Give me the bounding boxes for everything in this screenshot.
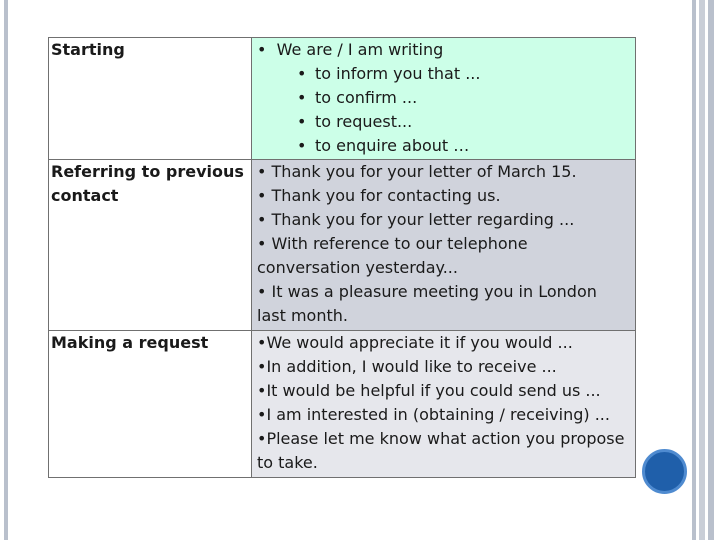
phrase: • It was a pleasure meeting you in London last month.: [257, 282, 597, 325]
sub-phrase: to request...: [315, 112, 413, 131]
table-row-referring: [49, 160, 636, 331]
row-label-request: Making a request: [49, 331, 252, 478]
row-content-referring: [252, 160, 636, 331]
list-item: [297, 86, 629, 110]
phrase: •Please let me know what action you propose to take.: [257, 429, 625, 472]
phrase: • With reference to our telephone conversation yesterday...: [257, 234, 528, 277]
sub-phrase: to inform you that ...: [315, 64, 481, 83]
row-content-request: [252, 331, 636, 478]
sub-phrase: to enquire about …: [315, 136, 470, 155]
phrase: •In addition, I would like to receive ...: [257, 357, 557, 376]
phrases-table: [48, 37, 636, 478]
row-content-starting: [252, 38, 636, 160]
phrase: •We would appreciate it if you would ...: [257, 333, 573, 352]
table-row-request: [49, 331, 636, 478]
phrase: • Thank you for your letter of March 15.: [257, 162, 577, 181]
list-item: [297, 110, 629, 134]
list-item: [297, 134, 629, 158]
list-item: [297, 62, 629, 86]
phrase: •It would be helpful if you could send us ...: [257, 381, 601, 400]
sub-phrase: to confirm ...: [315, 88, 418, 107]
row-label-starting: Starting: [49, 38, 252, 160]
sub-phrase-list: [257, 62, 629, 158]
slide-frame-left: [4, 0, 8, 540]
slide-frame-right: [692, 0, 714, 540]
row-label-referring: Referring to previous contact: [49, 160, 252, 331]
phrase: • Thank you for your letter regarding ...: [257, 210, 575, 229]
lead-phrase: • We are / I am writing: [257, 38, 629, 62]
slide-nav-circle[interactable]: [642, 449, 687, 494]
phrase: • Thank you for contacting us.: [257, 186, 501, 205]
table-row-starting: [49, 38, 636, 160]
phrase: •I am interested in (obtaining / receiving) ...: [257, 405, 610, 424]
